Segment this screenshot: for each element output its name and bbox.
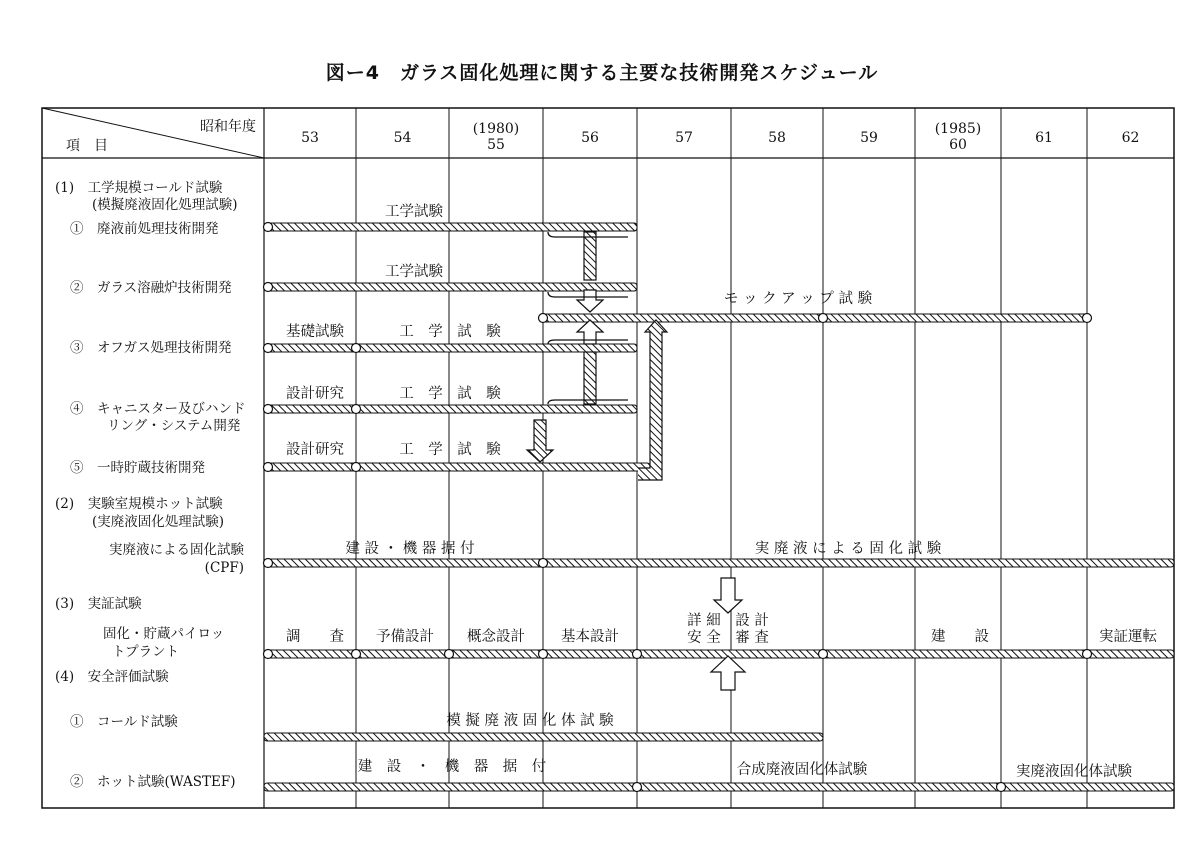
label-row5-sekkei: 設計研究: [286, 442, 344, 458]
milestone-marker: [633, 650, 642, 659]
label-hot-synth: 合成廃液固化体試験: [736, 762, 868, 778]
label-pilot-unten: 実証運転: [1099, 629, 1157, 645]
label-cpf-build: 建 設 ・ 機 器 据 付: [345, 541, 475, 557]
arrow-safety-to-pilot: [711, 656, 745, 690]
item-1-3: ③ オフガス処理技術開発: [70, 340, 232, 356]
milestone-marker: [264, 405, 273, 414]
arrow-down-into-mockup: [577, 290, 603, 312]
label-cold-test: 模 擬 廃 液 固 化 体 試 験: [446, 713, 614, 729]
label-pilot-yobi: 予備設計: [376, 629, 434, 645]
label-row3-kogaku: 工 学 試 験: [399, 324, 501, 340]
label-row2-kogaku: 工学試験: [385, 264, 443, 280]
year-header: 56: [581, 130, 599, 146]
label-pilot-kensetsu: 建 設: [931, 629, 989, 645]
label-mockup: モ ッ ク ア ッ プ 試 験: [723, 291, 873, 307]
milestone-marker: [819, 650, 828, 659]
item-1-4b: リング・システム開発: [107, 418, 241, 434]
milestone-marker: [264, 463, 273, 472]
label-row4-kogaku: 工 学 試 験: [399, 386, 501, 402]
label-pilot-shosai: 詳 細 設 計: [687, 613, 769, 629]
year-header: 57: [675, 130, 693, 146]
table-frame: [42, 108, 1174, 808]
bar-row1: [268, 223, 637, 231]
item-section-4: (4) 安全評価試験: [55, 669, 169, 685]
milestone-marker: [264, 344, 273, 353]
bar-row4: [268, 405, 637, 413]
year-header: 61: [1035, 130, 1053, 146]
milestone-marker: [352, 405, 361, 414]
corner-header-year: 昭和年度: [200, 119, 256, 135]
milestone-marker: [352, 463, 361, 472]
item-4-1: ① コールド試験: [70, 714, 178, 730]
bar-pilot: [268, 650, 1174, 658]
milestone-marker: [819, 314, 828, 323]
item-1-1: ① 廃液前処理技術開発: [70, 221, 219, 237]
milestone-marker: [352, 650, 361, 659]
bar-row3: [268, 344, 637, 352]
label-pilot-kihon: 基本設計: [561, 629, 619, 645]
label-row1-kogaku: 工学試験: [385, 204, 443, 220]
item-section-1: (1) 工学規模コールド試験: [55, 180, 223, 196]
connector-row5-to-mockup: [638, 320, 667, 480]
item-section-2: (2) 実験室規模ホット試験: [55, 496, 223, 512]
year-header: (1985) 60: [934, 121, 982, 153]
label-pilot-chosa: 調 査: [286, 629, 344, 645]
milestone-marker: [264, 283, 273, 292]
label-row4-sekkei: 設計研究: [286, 386, 344, 402]
item-4-2: ② ホット試験(WASTEF): [70, 774, 236, 790]
milestone-marker: [445, 650, 454, 659]
milestone-marker: [1083, 314, 1092, 323]
label-hot-build: 建 設 ・ 機 器 据 付: [357, 759, 547, 775]
item-1-5: ⑤ 一時貯蔵技術開発: [70, 460, 205, 476]
item-section-2-sub: (実廃液固化処理試験): [92, 514, 225, 530]
item-2-1b: (CPF): [204, 560, 244, 576]
link-1-2: [584, 232, 596, 280]
milestone-marker: [264, 650, 273, 659]
year-header: 62: [1121, 130, 1140, 146]
corner-header-item: 項 目: [66, 138, 108, 154]
item-2-1a: 実廃液による固化試験: [109, 542, 244, 558]
label-row3-kiso: 基礎試験: [286, 324, 344, 340]
label-pilot-gainen: 概念設計: [467, 629, 525, 645]
milestone-marker: [997, 783, 1006, 792]
milestone-marker: [539, 650, 548, 659]
label-hot-real: 実廃液固化体試験: [1016, 764, 1132, 780]
milestone-marker: [633, 783, 642, 792]
label-row5-kogaku: 工 学 試 験: [399, 442, 501, 458]
milestone-marker: [264, 559, 273, 568]
milestone-marker: [539, 559, 548, 568]
milestone-marker: [1083, 650, 1092, 659]
item-3-1b: トプラント: [112, 644, 180, 660]
year-header: 58: [768, 130, 786, 146]
milestone-marker: [264, 223, 273, 232]
arrow-cpf-to-pilot: [714, 578, 742, 613]
milestone-marker: [539, 314, 548, 323]
label-cpf-test: 実 廃 液 に よ る 固 化 試 験: [754, 541, 942, 557]
year-header: 53: [301, 130, 319, 146]
item-section-1-sub: (模擬廃液固化処理試験): [92, 197, 238, 213]
item-1-4a: ④ キャニスター及びハンド: [70, 401, 246, 417]
year-header: 54: [393, 130, 412, 146]
year-header: (1980) 55: [472, 121, 520, 153]
figure-title: 図ー4 ガラス固化処理に関する主要な技術開発スケジュール: [325, 62, 879, 84]
bar-cold: [264, 733, 823, 741]
bar-hot: [264, 783, 1174, 791]
item-1-2: ② ガラス溶融炉技術開発: [70, 280, 232, 296]
link-3-4: [584, 352, 596, 404]
milestone-marker: [352, 344, 361, 353]
item-3-1a: 固化・貯蔵パイロッ: [103, 626, 225, 642]
arrow-down-row5: [527, 420, 553, 462]
bar-mockup: [543, 314, 1087, 322]
bar-row2: [268, 283, 637, 291]
label-pilot-anzen: 安 全 審 査: [687, 630, 769, 646]
item-section-3: (3) 実証試験: [55, 596, 142, 612]
year-header: 59: [860, 130, 878, 146]
bar-cpf: [268, 559, 1174, 567]
bar-row5: [268, 463, 650, 471]
